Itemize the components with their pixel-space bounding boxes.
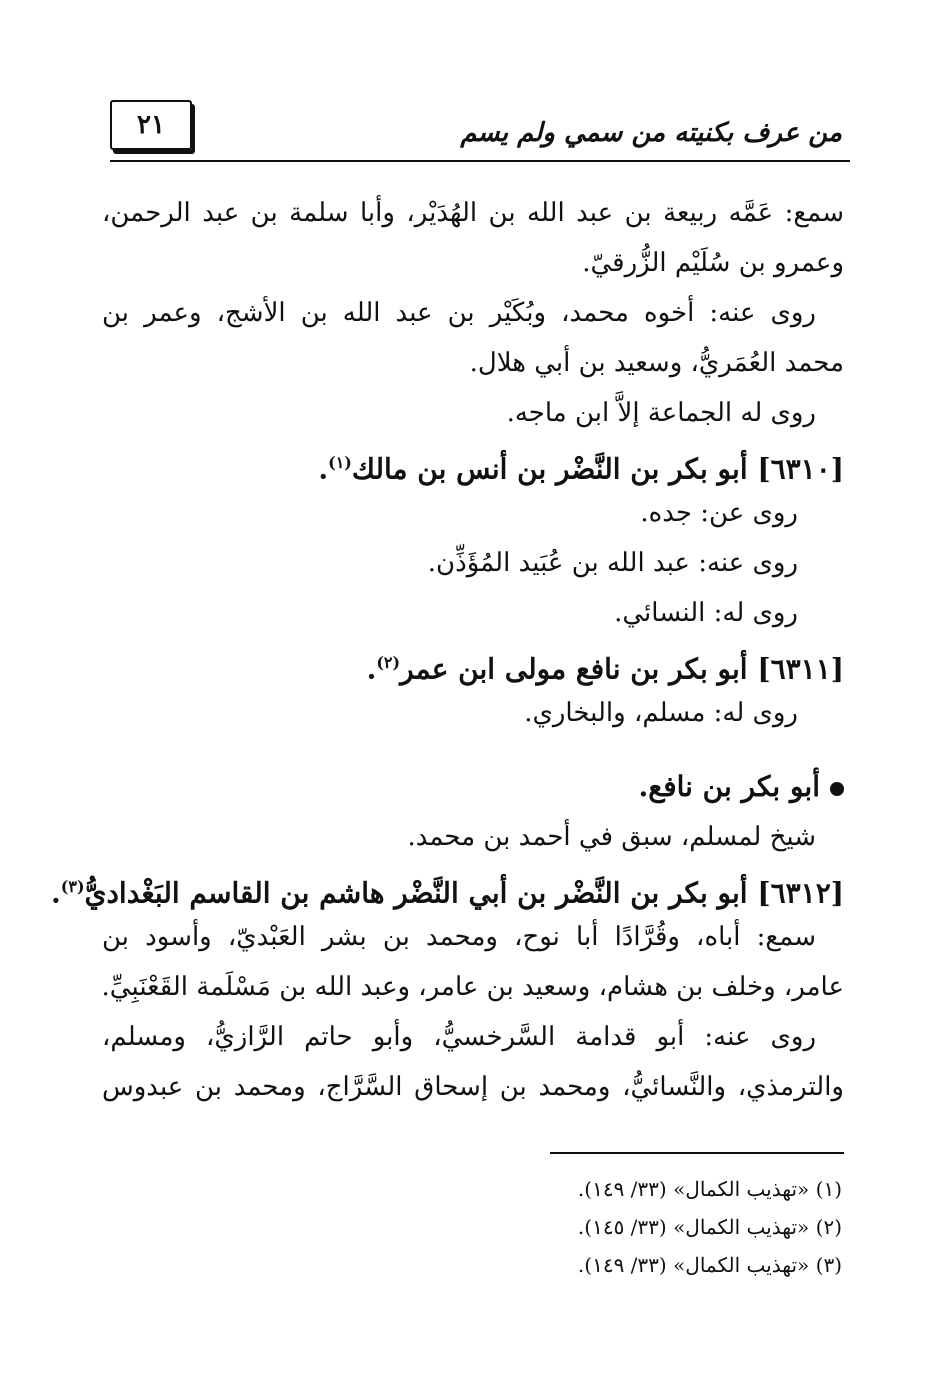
footnote-ref: (٢) xyxy=(376,653,401,672)
main-text xyxy=(51,188,844,1112)
page-number-text: ٢١ xyxy=(137,110,165,140)
text-line: روى له الجماعة إلاَّ ابن ماجه. xyxy=(506,398,816,428)
footnote-3: (٣) «تهذيب الكمال» (٣٣/ ١٤٩). xyxy=(577,1253,842,1277)
entry-end: . xyxy=(51,876,61,910)
text-line: سمع: عَمَّه ربيعة بن عبد الله بن الهُدَيْر، وأبا سلمة بن عبد الرحمن، xyxy=(102,198,844,228)
entry-title: أبو بكر بن نافع. xyxy=(638,770,820,803)
footnote-divider xyxy=(550,1152,844,1154)
header-divider xyxy=(110,160,850,162)
footnote-1: (١) «تهذيب الكمال» (٣٣/ ١٤٩). xyxy=(577,1177,842,1201)
footnote-ref: (١) xyxy=(328,453,352,472)
entry-title: [٦٣١٠] أبو بكر بن النَّضْر بن أنس بن مالك xyxy=(351,452,844,486)
entry-title: [٦٣١١] أبو بكر بن نافع مولى ابن عمر xyxy=(400,652,844,686)
running-header-title: من عرف بكنيته من سمي ولم يسم xyxy=(460,118,842,148)
entry-heading-6312 xyxy=(51,862,844,912)
entry-title: [٦٣١٢] أبو بكر بن النَّضْر بن أبي النَّضْر هاشم بن القاسم البَغْداديُّ xyxy=(84,876,844,910)
text-line: روى له: مسلم، والبخاري. xyxy=(524,698,798,728)
bullet-entry-heading xyxy=(102,762,844,812)
text-line: روى عنه: أبو قدامة السَّرخسيُّ، وأبو حاتم الرَّازيُّ، ومسلم، xyxy=(102,1022,816,1052)
entry-end: . xyxy=(366,652,377,686)
footnote-2: (٢) «تهذيب الكمال» (٣٣/ ١٤٥). xyxy=(577,1215,842,1239)
entry-heading-6311 xyxy=(102,638,844,688)
page-number xyxy=(110,100,192,150)
text-line: وعمرو بن سُلَيْم الزُّرقيّ. xyxy=(582,248,844,278)
text-line: روى له: النسائي. xyxy=(614,598,798,628)
text-line: روى عن: جده. xyxy=(640,498,798,528)
text-line: شيخ لمسلم، سبق في أحمد بن محمد. xyxy=(407,822,816,852)
text-line: روى عنه: عبد الله بن عُبَيد المُؤَذِّن. xyxy=(427,548,798,578)
text-line: سمع: أباه، وقُرَّادًا أبا نوح، ومحمد بن بشر العَبْديّ، وأسود بن xyxy=(102,922,816,952)
text-line: محمد العُمَريُّ، وسعيد بن أبي هلال. xyxy=(469,348,844,378)
entry-heading-6310 xyxy=(102,438,844,488)
text-line: عامر، وخلف بن هشام، وسعيد بن عامر، وعبد الله بن مَسْلَمة القَعْنَبِيِّ. xyxy=(101,972,844,1002)
footnote-ref: (٣) xyxy=(60,877,85,896)
entry-end: . xyxy=(318,452,329,486)
bullet-icon xyxy=(830,782,844,796)
text-line: والترمذي، والنَّسائيُّ، ومحمد بن إسحاق السَّرَّاج، ومحمد بن عبدوس xyxy=(102,1072,844,1102)
footnotes xyxy=(442,1170,842,1284)
text-line: روى عنه: أخوه محمد، وبُكَيْر بن عبد الله بن الأشج، وعمر بن xyxy=(102,298,816,328)
